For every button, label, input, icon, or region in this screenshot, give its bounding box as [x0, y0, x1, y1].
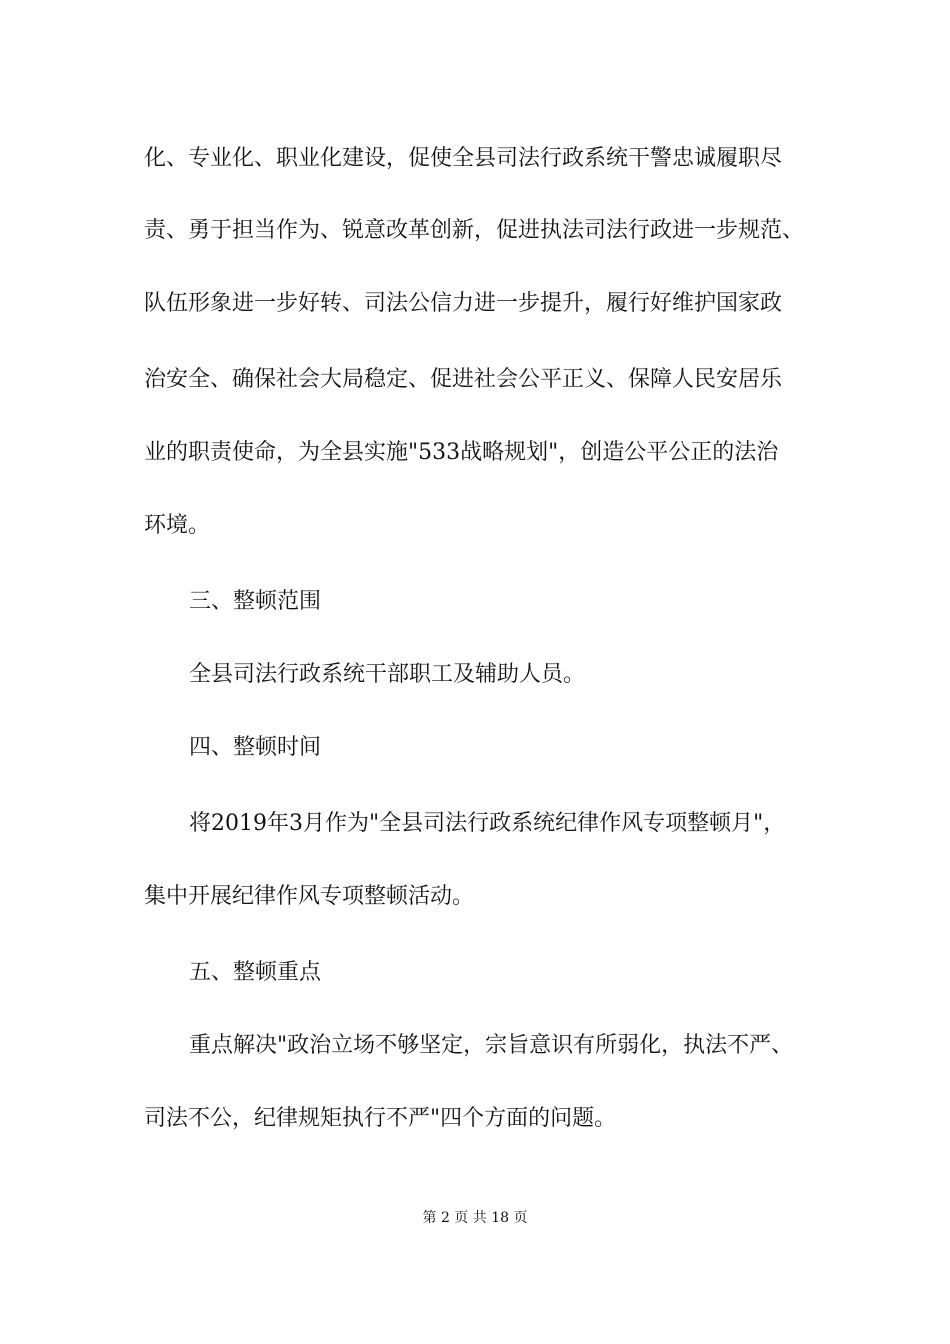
focus-paragraph-line-1: 重点解决"政治立场不够坚定，宗旨意识有所弱化，执法不严、 [189, 1033, 794, 1058]
body-line-5: 业的职责使命，为全县实施"533战略规划"，创造公平公正的法治 [144, 440, 779, 465]
body-line-1: 化、专业化、职业化建设，促使全县司法行政系统干警忠诚履职尽 [144, 146, 783, 171]
focus-paragraph-line-2: 司法不公，纪律规矩执行不严"四个方面的问题。 [144, 1106, 617, 1131]
section-heading-focus: 五、整顿重点 [189, 960, 322, 985]
time-paragraph-line-1: 将2019年3月作为"全县司法行政系统纪律作风专项整顿月"， [189, 811, 786, 836]
body-line-3: 队伍形象进一步好转、司法公信力进一步提升，履行好维护国家政 [144, 291, 783, 316]
page-number-footer: 第 2 页 共 18 页 [422, 1210, 528, 1226]
body-line-6: 环境。 [144, 513, 211, 538]
body-line-2: 责、勇于担当作为、锐意改革创新，促进执法司法行政进一步规范、 [144, 218, 805, 243]
section-heading-scope: 三、整顿范围 [189, 589, 322, 614]
section-heading-time: 四、整顿时间 [189, 735, 322, 760]
scope-paragraph: 全县司法行政系统干部职工及辅助人员。 [189, 662, 586, 687]
body-line-4: 治安全、确保社会大局稳定、促进社会公平正义、保障人民安居乐 [144, 367, 783, 392]
time-paragraph-line-2: 集中开展纪律作风专项整顿活动。 [144, 884, 475, 909]
